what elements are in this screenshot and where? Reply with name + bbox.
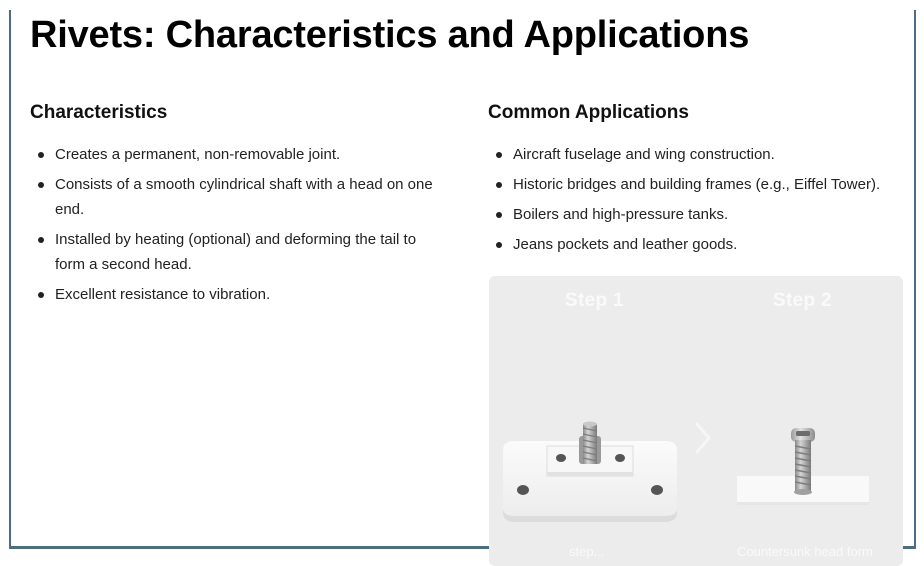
rivet-diagram-graphic <box>489 276 903 566</box>
step1-label: Step 1 <box>565 290 624 311</box>
step2-label: Step 2 <box>773 290 832 311</box>
applications-list <box>488 142 913 262</box>
step1-caption: step... <box>569 544 605 559</box>
list-item: Consists of a smooth cylindrical shaft with a head on one end. <box>30 172 450 222</box>
step2-caption: Countersunk head form <box>737 544 873 559</box>
list-item: Creates a permanent, non-removable joint. <box>30 142 450 167</box>
list-item: Excellent resistance to vibration. <box>30 282 450 307</box>
list-item: Aircraft fuselage and wing construction. <box>488 142 913 167</box>
step1-plate-icon <box>503 422 677 523</box>
applications-heading: Common Applications <box>488 102 689 123</box>
step2-rivet-icon <box>737 428 869 505</box>
list-item: Jeans pockets and leather goods. <box>488 232 913 257</box>
characteristics-heading: Characteristics <box>30 102 168 123</box>
page-title: Rivets: Characteristics and Applications <box>30 14 750 56</box>
rivet-installation-diagram <box>489 276 903 566</box>
list-item: Installed by heating (optional) and deforming the tail to form a second head. <box>30 227 450 277</box>
list-item: Historic bridges and building frames (e.g., Eiffel Tower). <box>488 172 913 197</box>
content-frame <box>9 10 916 559</box>
list-item: Boilers and high-pressure tanks. <box>488 202 913 227</box>
chevron-right-icon <box>697 424 709 452</box>
characteristics-list <box>30 142 450 312</box>
